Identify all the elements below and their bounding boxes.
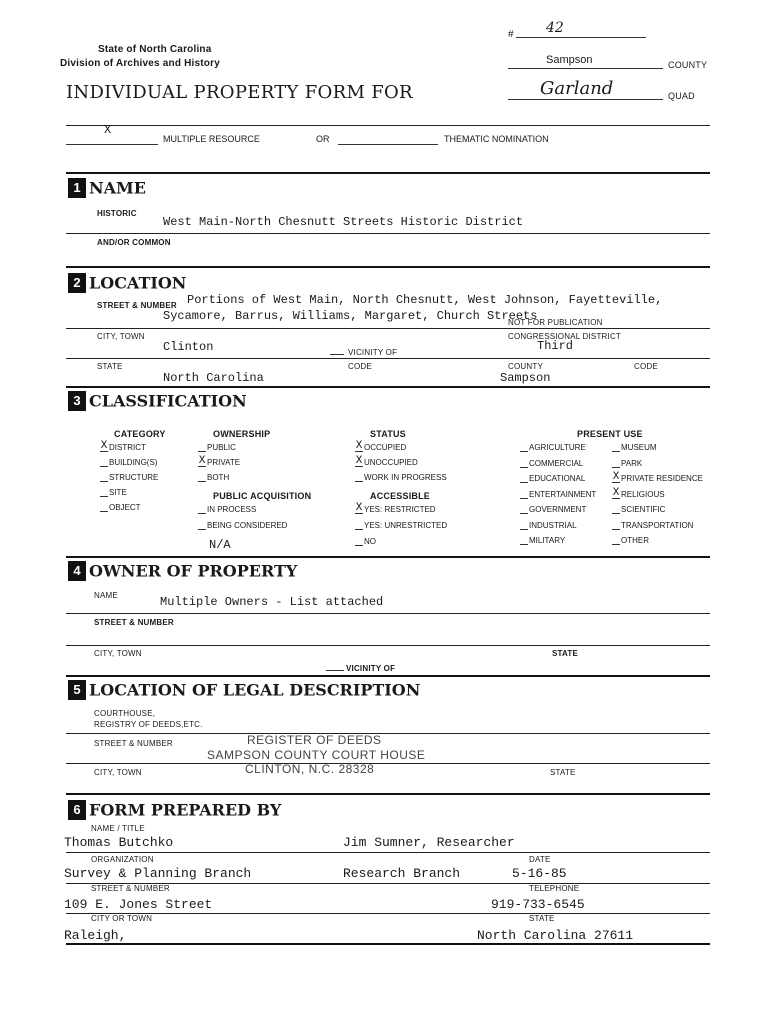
- status-label: OCCUPIED: [364, 443, 407, 452]
- owner-city-label: CITY, TOWN: [94, 649, 142, 658]
- location-code-label: CODE: [348, 362, 372, 371]
- quad-value: Garland: [540, 78, 614, 99]
- category-label: STRUCTURE: [109, 473, 159, 482]
- present-use-label: MUSEUM: [621, 443, 657, 452]
- present-use-checkmark: X: [612, 471, 620, 483]
- thematic-label: THEMATIC NOMINATION: [444, 134, 549, 144]
- present-use-heading: PRESENT USE: [577, 429, 643, 439]
- preparer-street-value: 109 E. Jones Street: [64, 897, 213, 912]
- section5-title: LOCATION OF LEGAL DESCRIPTION: [89, 680, 421, 700]
- present-use-label: ENTERTAINMENT: [529, 489, 597, 499]
- present-use-option[interactable]: [520, 504, 586, 514]
- or-label: OR: [316, 134, 330, 144]
- section2-number: 2: [68, 273, 86, 293]
- preparer-name-label: NAME / TITLE: [91, 824, 145, 833]
- preparer-state-value: North Carolina 27611: [477, 928, 634, 943]
- section2-top-rule: [66, 266, 710, 268]
- location-city-label: CITY, TOWN: [97, 332, 145, 341]
- present-use-checkmark: [612, 504, 620, 514]
- section3-title: CLASSIFICATION: [89, 391, 247, 411]
- location-code2-label: CODE: [634, 362, 658, 371]
- congressional-label: CONGRESSIONAL DISTRICT: [508, 332, 622, 341]
- owner-name-value: Multiple Owners - List attached: [160, 595, 384, 609]
- ownership-option[interactable]: [198, 442, 236, 452]
- present-use-label: PARK: [621, 458, 643, 468]
- category-checkmark: [100, 457, 108, 467]
- present-use-label: PRIVATE RESIDENCE: [621, 474, 703, 483]
- status-checkmark: X: [355, 455, 363, 467]
- legal-street-rule: [66, 763, 710, 764]
- preparer-street-rule: [66, 913, 710, 914]
- status-label: UNOCCUPIED: [364, 458, 418, 467]
- present-use-label: OTHER: [621, 536, 649, 545]
- present-use-checkmark: [520, 535, 528, 545]
- status-checkmark: X: [355, 440, 363, 452]
- present-use-option[interactable]: [612, 473, 703, 483]
- owner-street-rule: [66, 645, 710, 646]
- ownership-option[interactable]: [198, 457, 240, 467]
- preparer-city-value: Raleigh,: [64, 928, 127, 943]
- form-title: INDIVIDUAL PROPERTY FORM FOR: [66, 82, 413, 103]
- category-label: BUILDING(S): [109, 458, 158, 467]
- category-option[interactable]: [100, 502, 141, 512]
- accessible-option[interactable]: [355, 520, 447, 530]
- present-use-checkmark: [520, 458, 528, 468]
- preparer-name-2: Jim Sumner, Researcher: [343, 835, 515, 850]
- acquisition-checkmark: [198, 520, 206, 530]
- accessible-heading: ACCESSIBLE: [370, 491, 431, 501]
- registry-label: REGISTRY OF DEEDS,ETC.: [94, 720, 203, 729]
- section5-top-rule: [66, 675, 710, 677]
- ownership-heading: OWNERSHIP: [213, 429, 271, 439]
- category-checkmark: [100, 487, 108, 497]
- multiple-mark: X: [104, 123, 112, 137]
- form-number-line: [516, 37, 646, 38]
- not-for-publication: NOT FOR PUBLICATION: [508, 318, 603, 327]
- present-use-option[interactable]: [520, 458, 583, 468]
- acquisition-checkmark: [198, 504, 206, 514]
- section1-top-rule: [66, 172, 710, 174]
- state-name: State of North Carolina: [98, 44, 212, 55]
- organization-2: Research Branch: [343, 866, 461, 881]
- present-use-option[interactable]: [612, 442, 657, 452]
- location-vicinity-label: VICINITY OF: [348, 348, 398, 357]
- register-stamp-line1: REGISTER OF DEEDS: [247, 733, 382, 747]
- section4-top-rule: [66, 556, 710, 558]
- section6-top-rule: [66, 793, 710, 795]
- category-option[interactable]: [100, 457, 157, 467]
- location-county-label: COUNTY: [508, 362, 543, 371]
- organization-1: Survey & Planning Branch: [64, 866, 252, 881]
- thematic-line: [338, 144, 438, 145]
- owner-vicinity-tick: [326, 670, 344, 671]
- section3-number: 3: [68, 391, 86, 411]
- present-use-option[interactable]: [520, 473, 585, 483]
- congressional-value: Third: [537, 339, 574, 353]
- present-use-checkmark: [612, 535, 620, 545]
- preparer-street-label: STREET & NUMBER: [91, 884, 170, 893]
- section4-number: 4: [68, 561, 86, 581]
- present-use-label: RELIGIOUS: [621, 489, 665, 499]
- present-use-checkmark: [612, 520, 620, 530]
- organization-label: ORGANIZATION: [91, 855, 154, 864]
- preparer-city-label: CITY OR TOWN: [91, 914, 153, 923]
- bottom-rule: [66, 943, 710, 945]
- ownership-label: BOTH: [207, 473, 230, 482]
- accessible-checkmark: [355, 520, 363, 530]
- historic-label: HISTORIC: [97, 209, 137, 218]
- present-use-option[interactable]: [520, 520, 577, 530]
- present-use-option[interactable]: [612, 535, 649, 545]
- section4-heading: [68, 561, 297, 581]
- category-heading: CATEGORY: [114, 429, 166, 439]
- division-name: Division of Archives and History: [60, 58, 220, 69]
- section3-top-rule: [66, 386, 710, 388]
- owner-vicinity-label: VICINITY OF: [346, 664, 396, 673]
- section6-number: 6: [68, 800, 86, 820]
- accessible-option[interactable]: [355, 536, 376, 546]
- present-use-option[interactable]: [520, 489, 596, 499]
- location-street-line2: Sycamore, Barrus, Williams, Margaret, Church Streets: [163, 309, 538, 323]
- preparer-name-1: Thomas Butchko: [64, 835, 174, 850]
- present-use-label: TRANSPORTATION: [621, 520, 694, 530]
- preparer-name-rule: [66, 852, 710, 853]
- date-value: 5-16-85: [512, 866, 567, 881]
- acquisition-option[interactable]: [198, 520, 287, 530]
- telephone-value: 919-733-6545: [491, 897, 585, 912]
- present-use-label: MILITARY: [529, 536, 566, 545]
- multiple-line: [66, 144, 158, 145]
- present-use-checkmark: [520, 504, 528, 514]
- section2-title: LOCATION: [89, 273, 187, 293]
- form-number-prefix: #: [508, 29, 514, 40]
- accessible-label: YES: RESTRICTED: [364, 505, 436, 514]
- section4-title: OWNER OF PROPERTY: [89, 561, 298, 581]
- present-use-option[interactable]: [612, 458, 642, 468]
- category-label: OBJECT: [109, 503, 141, 512]
- present-use-label: GOVERNMENT: [529, 505, 587, 514]
- category-option[interactable]: [100, 472, 158, 482]
- status-option[interactable]: [355, 457, 418, 467]
- acquisition-label: BEING CONSIDERED: [207, 521, 288, 530]
- accessible-option[interactable]: [355, 504, 436, 514]
- present-use-checkmark: [520, 489, 528, 499]
- section1-number: 1: [68, 178, 86, 198]
- accessible-label: YES: UNRESTRICTED: [364, 521, 448, 530]
- present-use-checkmark: [612, 458, 620, 468]
- quad-line: [508, 99, 663, 100]
- accessible-checkmark: [355, 536, 363, 546]
- category-checkmark: X: [100, 440, 108, 452]
- historic-value: West Main-North Chesnutt Streets Historic District: [163, 215, 524, 229]
- section2-heading: [68, 273, 186, 293]
- status-option[interactable]: [355, 472, 447, 482]
- present-use-checkmark: [520, 520, 528, 530]
- vicinity-tick: [330, 354, 344, 355]
- courthouse-rule: [66, 733, 710, 734]
- present-use-checkmark: [612, 442, 620, 452]
- owner-name-rule: [66, 613, 710, 614]
- section5-number: 5: [68, 680, 86, 700]
- accessible-label: NO: [364, 537, 376, 546]
- acquisition-label: IN PROCESS: [207, 505, 257, 514]
- telephone-label: TELEPHONE: [529, 884, 580, 893]
- category-checkmark: [100, 472, 108, 482]
- courthouse-label: COURTHOUSE,: [94, 709, 156, 718]
- section5-heading: [68, 680, 420, 700]
- owner-name-label: NAME: [94, 591, 118, 600]
- section6-heading: [68, 800, 281, 820]
- present-use-checkmark: [520, 473, 528, 483]
- present-use-label: INDUSTRIAL: [529, 520, 577, 530]
- preparer-state-label: STATE: [529, 914, 555, 923]
- ownership-checkmark: X: [198, 455, 206, 467]
- present-use-option[interactable]: [520, 442, 586, 452]
- ownership-checkmark: [198, 442, 206, 452]
- header-rule: [66, 125, 710, 126]
- location-state-label: STATE: [97, 362, 123, 371]
- location-street-line1: Portions of West Main, North Chesnutt, West Johnson, Fayetteville,: [187, 293, 663, 307]
- category-option[interactable]: [100, 487, 127, 497]
- form-number-value: 42: [546, 20, 564, 36]
- date-label: DATE: [529, 855, 551, 864]
- location-city-rule: [66, 358, 710, 359]
- ownership-checkmark: [198, 472, 206, 482]
- quad-label: QUAD: [668, 91, 695, 101]
- present-use-option[interactable]: [612, 504, 665, 514]
- present-use-option[interactable]: [612, 520, 693, 530]
- location-street-rule: [66, 328, 710, 329]
- section6-title: FORM PREPARED BY: [89, 800, 282, 820]
- legal-street-label: STREET & NUMBER: [94, 739, 173, 748]
- county-line: [508, 68, 663, 69]
- present-use-label: COMMERCIAL: [529, 458, 584, 468]
- present-use-label: AGRICULTURE: [529, 443, 586, 452]
- ownership-option[interactable]: [198, 472, 229, 482]
- county-value: Sampson: [546, 54, 593, 66]
- common-label: AND/OR COMMON: [97, 238, 171, 247]
- accessible-checkmark: X: [355, 502, 363, 514]
- category-label: SITE: [109, 488, 127, 497]
- section3-heading: [68, 391, 247, 411]
- status-checkmark: [355, 472, 363, 482]
- status-label: WORK IN PROGRESS: [364, 473, 447, 482]
- multiple-label: MULTIPLE RESOURCE: [163, 134, 260, 144]
- owner-state-label: STATE: [552, 649, 579, 658]
- category-checkmark: [100, 502, 108, 512]
- category-label: DISTRICT: [109, 443, 146, 452]
- status-option[interactable]: [355, 442, 406, 452]
- county-label: COUNTY: [668, 60, 708, 70]
- section1-title: NAME: [89, 178, 146, 198]
- register-stamp-line3: CLINTON, N.C. 28328: [245, 762, 375, 776]
- legal-state-label: STATE: [550, 768, 576, 777]
- present-use-checkmark: X: [612, 486, 620, 499]
- location-street-label: STREET & NUMBER: [97, 301, 177, 310]
- acquisition-value: N/A: [209, 538, 231, 552]
- owner-street-label: STREET & NUMBER: [94, 618, 174, 627]
- legal-city-label: CITY, TOWN: [94, 768, 142, 777]
- acquisition-heading: PUBLIC ACQUISITION: [213, 491, 312, 501]
- present-use-option[interactable]: [612, 486, 665, 499]
- historic-rule: [66, 233, 710, 234]
- location-state-value: North Carolina: [163, 371, 264, 385]
- present-use-checkmark: [520, 442, 528, 452]
- present-use-label: SCIENTIFIC: [621, 505, 666, 514]
- category-option[interactable]: [100, 442, 146, 452]
- acquisition-option[interactable]: [198, 504, 256, 514]
- status-heading: STATUS: [370, 429, 406, 439]
- section1-heading: [68, 178, 146, 198]
- ownership-label: PRIVATE: [207, 458, 241, 467]
- location-city-value: Clinton: [163, 340, 214, 354]
- location-county-value: Sampson: [500, 371, 551, 385]
- register-stamp-line2: SAMPSON COUNTY COURT HOUSE: [207, 748, 426, 762]
- ownership-label: PUBLIC: [207, 443, 236, 452]
- present-use-option[interactable]: [520, 535, 565, 545]
- present-use-label: EDUCATIONAL: [529, 474, 586, 483]
